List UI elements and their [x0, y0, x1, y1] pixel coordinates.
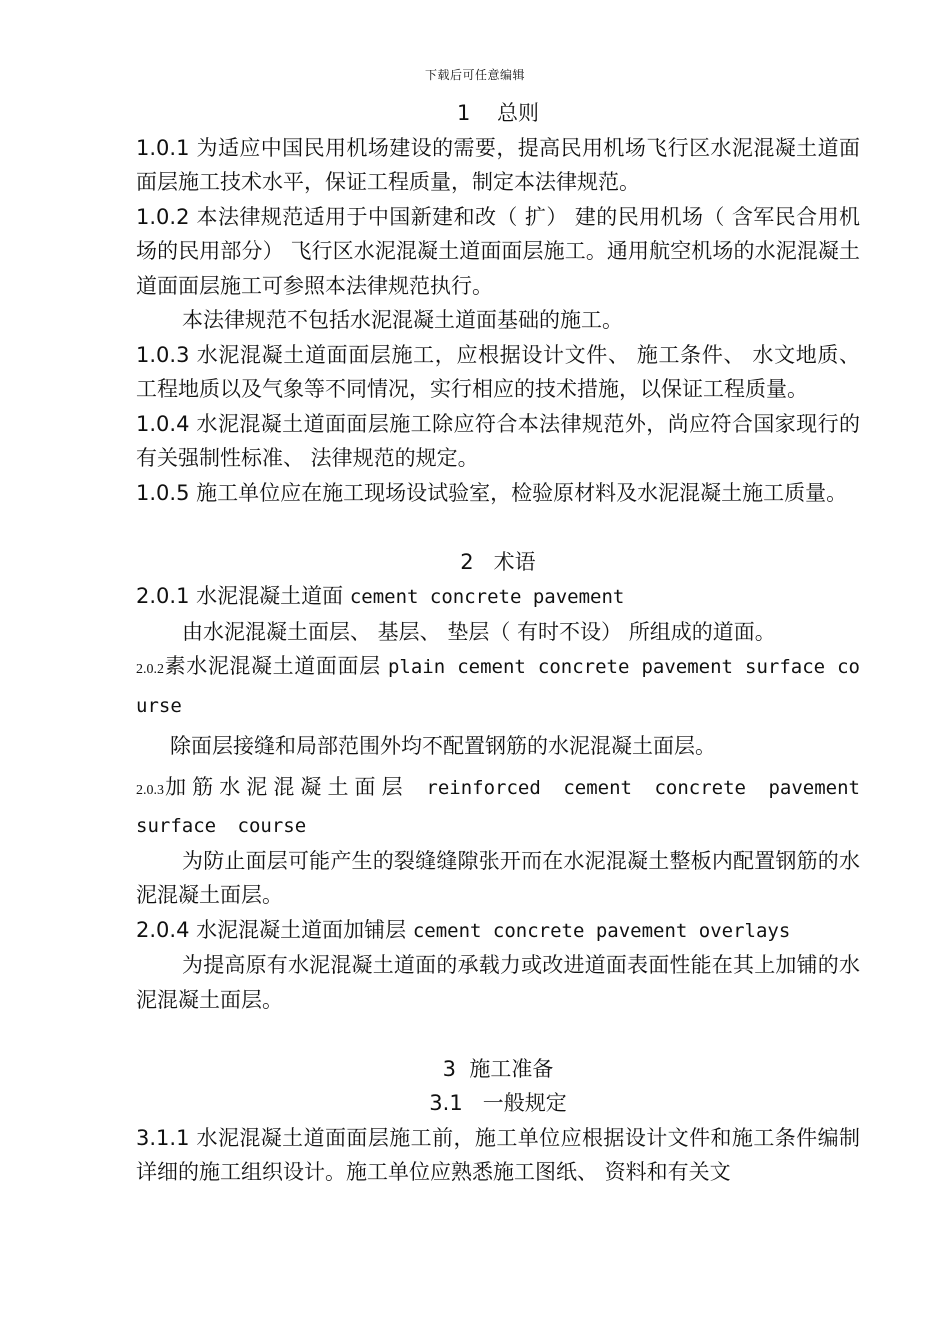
term-number: 2.0.3 — [136, 782, 164, 798]
term-number: 2.0.4 — [136, 917, 190, 942]
term-2-0-4-definition: 为提高原有水泥混凝土道面的承载力或改进道面表面性能在其上加铺的水泥混凝土面层。 — [136, 953, 860, 1012]
term-english: reinforced cement concrete pavement surface course — [136, 776, 860, 837]
term-2-0-1 — [136, 579, 860, 615]
term-english: plain cement concrete pavement surface course — [136, 656, 860, 717]
clause-1-0-1: 1.0.1 为适应中国民用机场建设的需要，提高民用机场飞行区水泥混凝土道面面层施工技术水平，保证工程质量，制定本法律规范。 — [136, 135, 860, 194]
term-2-0-2-definition: 除面层接缝和局部范围外均不配置钢筋的水泥混凝土面层。 — [170, 734, 716, 758]
section-2-heading: 2 术语 — [460, 549, 536, 574]
clause-1-0-5: 1.0.5 施工单位应在施工现场设试验室，检验原材料及水泥混凝土施工质量。 — [136, 480, 848, 505]
term-chinese: 素水泥混凝土道面面层 — [164, 654, 381, 678]
term-2-0-1-definition: 由水泥混凝土面层、 基层、 垫层（ 有时不设） 所组成的道面。 — [182, 619, 776, 644]
term-2-0-4 — [136, 913, 860, 949]
clause-1-0-2-note: 本法律规范不包括水泥混凝土道面基础的施工。 — [182, 308, 623, 332]
clause-1-0-2: 1.0.2 本法律规范适用于中国新建和改（ 扩） 建的民用机场（ 含军民合用机场的民用部分） 飞行区水泥混凝土道面面层施工。通用航空机场的水泥混凝土道面面层施工可参照本法律规范执行。 — [136, 204, 860, 298]
section-3-heading: 3 施工准备 — [442, 1056, 554, 1081]
term-2-0-3 — [136, 770, 860, 844]
term-chinese: 水泥混凝土道面加铺层 — [196, 917, 407, 942]
section-gap — [136, 1017, 860, 1052]
term-chinese: 加筋水泥混凝土面层 — [164, 774, 409, 799]
term-chinese: 水泥混凝土道面 — [196, 584, 344, 608]
subsection-3-1-heading: 3.1 一般规定 — [429, 1091, 567, 1115]
clause-1-0-4: 1.0.4 水泥混凝土道面面层施工除应符合本法律规范外，尚应符合国家现行的有关强制性标准、 法律规范的规定。 — [136, 411, 860, 470]
term-number: 2.0.1 — [136, 584, 190, 608]
clause-1-0-3: 1.0.3 水泥混凝土道面面层施工，应根据设计文件、 施工条件、 水文地质、 工程地质以及气象等不同情况，实行相应的技术措施，以保证工程质量。 — [136, 342, 860, 401]
header-note: 下载后可任意编辑 — [424, 68, 525, 82]
term-english: cement concrete pavement — [349, 586, 625, 608]
section-gap — [136, 510, 860, 545]
term-2-0-2 — [136, 649, 860, 723]
term-number: 2.0.2 — [136, 662, 164, 677]
document-body — [136, 96, 860, 1190]
term-english: cement concrete pavement overlays — [412, 919, 791, 942]
clause-3-1-1: 3.1.1 水泥混凝土道面面层施工前，施工单位应根据设计文件和施工条件编制详细的施工组织设计。施工单位应熟悉施工图纸、 资料和有关文 — [136, 1125, 860, 1184]
term-2-0-3-definition: 为防止面层可能产生的裂缝缝隙张开而在水泥混凝土整板内配置钢筋的水泥混凝土面层。 — [136, 848, 860, 907]
section-1-heading: 1 总则 — [456, 101, 540, 125]
